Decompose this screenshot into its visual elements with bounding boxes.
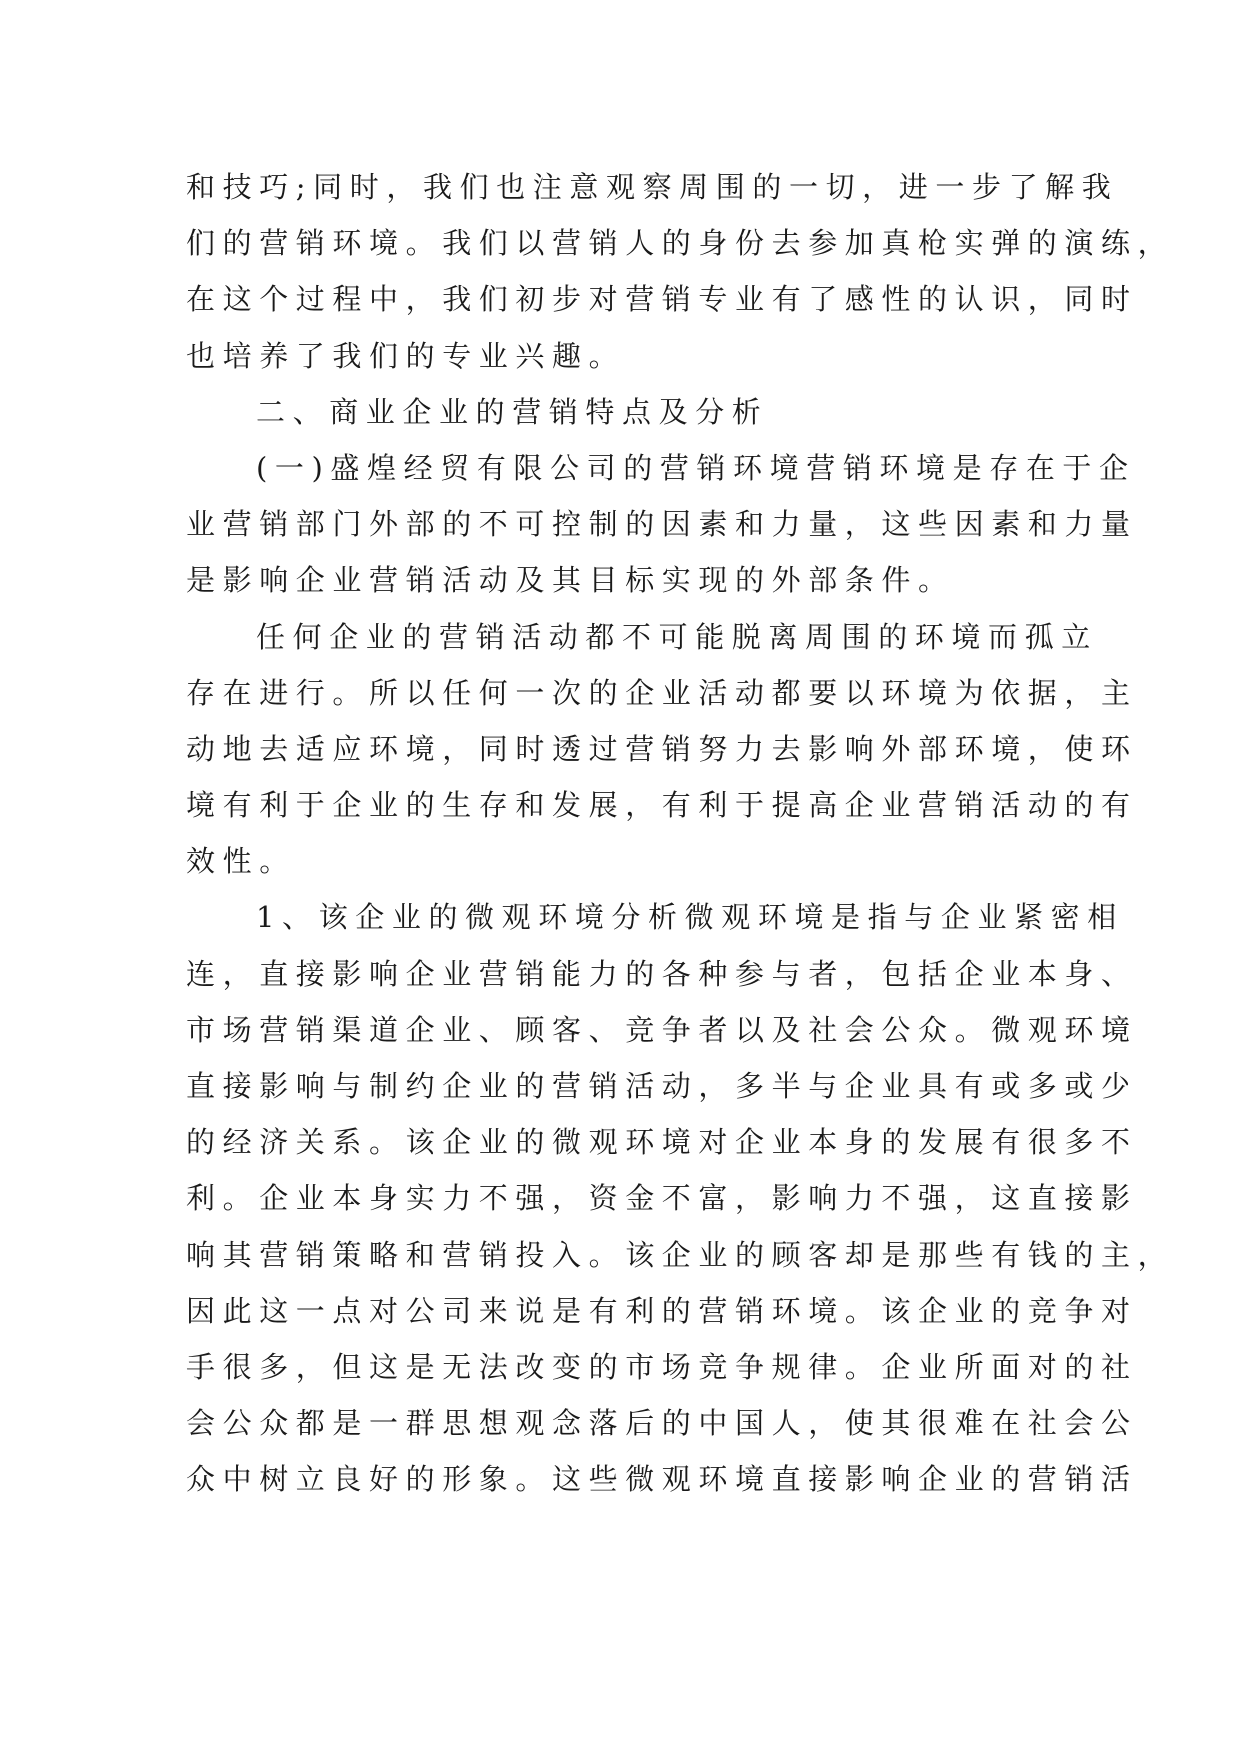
text-line: 众中树立良好的形象。这些微观环境直接影响企业的营销活 xyxy=(186,1462,1138,1497)
text-line: 利。企业本身实力不强，资金不富，影响力不强，这直接影 xyxy=(186,1181,1138,1216)
text-line: 和技巧;同时，我们也注意观察周围的一切，进一步了解我 xyxy=(186,170,1119,204)
text-line: 连，直接影响企业营销能力的各种参与者，包括企业本身、 xyxy=(186,956,1138,991)
text-line: 市场营销渠道企业、顾客、竞争者以及社会公众。微观环境 xyxy=(186,1012,1138,1047)
text-line: 1、该企业的微观环境分析微观环境是指与企业紧密相 xyxy=(256,900,1124,935)
text-line: (一)盛煌经贸有限公司的营销环境营销环境是存在于企 xyxy=(256,450,1136,485)
text-line: 动地去适应环境，同时透过营销努力去影响外部环境，使环 xyxy=(186,731,1138,766)
text-line: 手很多，但这是无法改变的市场竞争规律。企业所面对的社 xyxy=(186,1349,1138,1384)
text-line: 直接影响与制约企业的营销活动，多半与企业具有或多或少 xyxy=(186,1069,1138,1103)
text-line: 响其营销策略和营销投入。该企业的顾客却是那些有钱的主， xyxy=(186,1237,1175,1272)
text-line: 们的营销环境。我们以营销人的身份去参加真枪实弹的演练， xyxy=(186,226,1175,261)
text-line: 任何企业的营销活动都不可能脱离周围的环境而孤立 xyxy=(256,619,1098,654)
text-line: 存在进行。所以任何一次的企业活动都要以环境为依据，主 xyxy=(186,675,1138,710)
text-line: 是影响企业营销活动及其目标实现的外部条件。 xyxy=(186,563,955,598)
text-line: 境有利于企业的生存和发展，有利于提高企业营销活动的有 xyxy=(186,788,1138,823)
text-line: 的经济关系。该企业的微观环境对企业本身的发展有很多不 xyxy=(186,1125,1138,1160)
section-heading: 二、商业企业的营销特点及分析 xyxy=(256,394,769,429)
text-line: 在这个过程中，我们初步对营销专业有了感性的认识，同时 xyxy=(186,282,1138,317)
document-body xyxy=(186,159,1175,1508)
text-line: 会公众都是一群思想观念落后的中国人，使其很难在社会公 xyxy=(186,1406,1138,1441)
text-line: 也培养了我们的专业兴趣。 xyxy=(186,338,626,373)
text-line: 业营销部门外部的不可控制的因素和力量，这些因素和力量 xyxy=(186,507,1138,542)
text-line: 因此这一点对公司来说是有利的营销环境。该企业的竞争对 xyxy=(186,1293,1138,1328)
text-line: 效性。 xyxy=(186,844,296,879)
